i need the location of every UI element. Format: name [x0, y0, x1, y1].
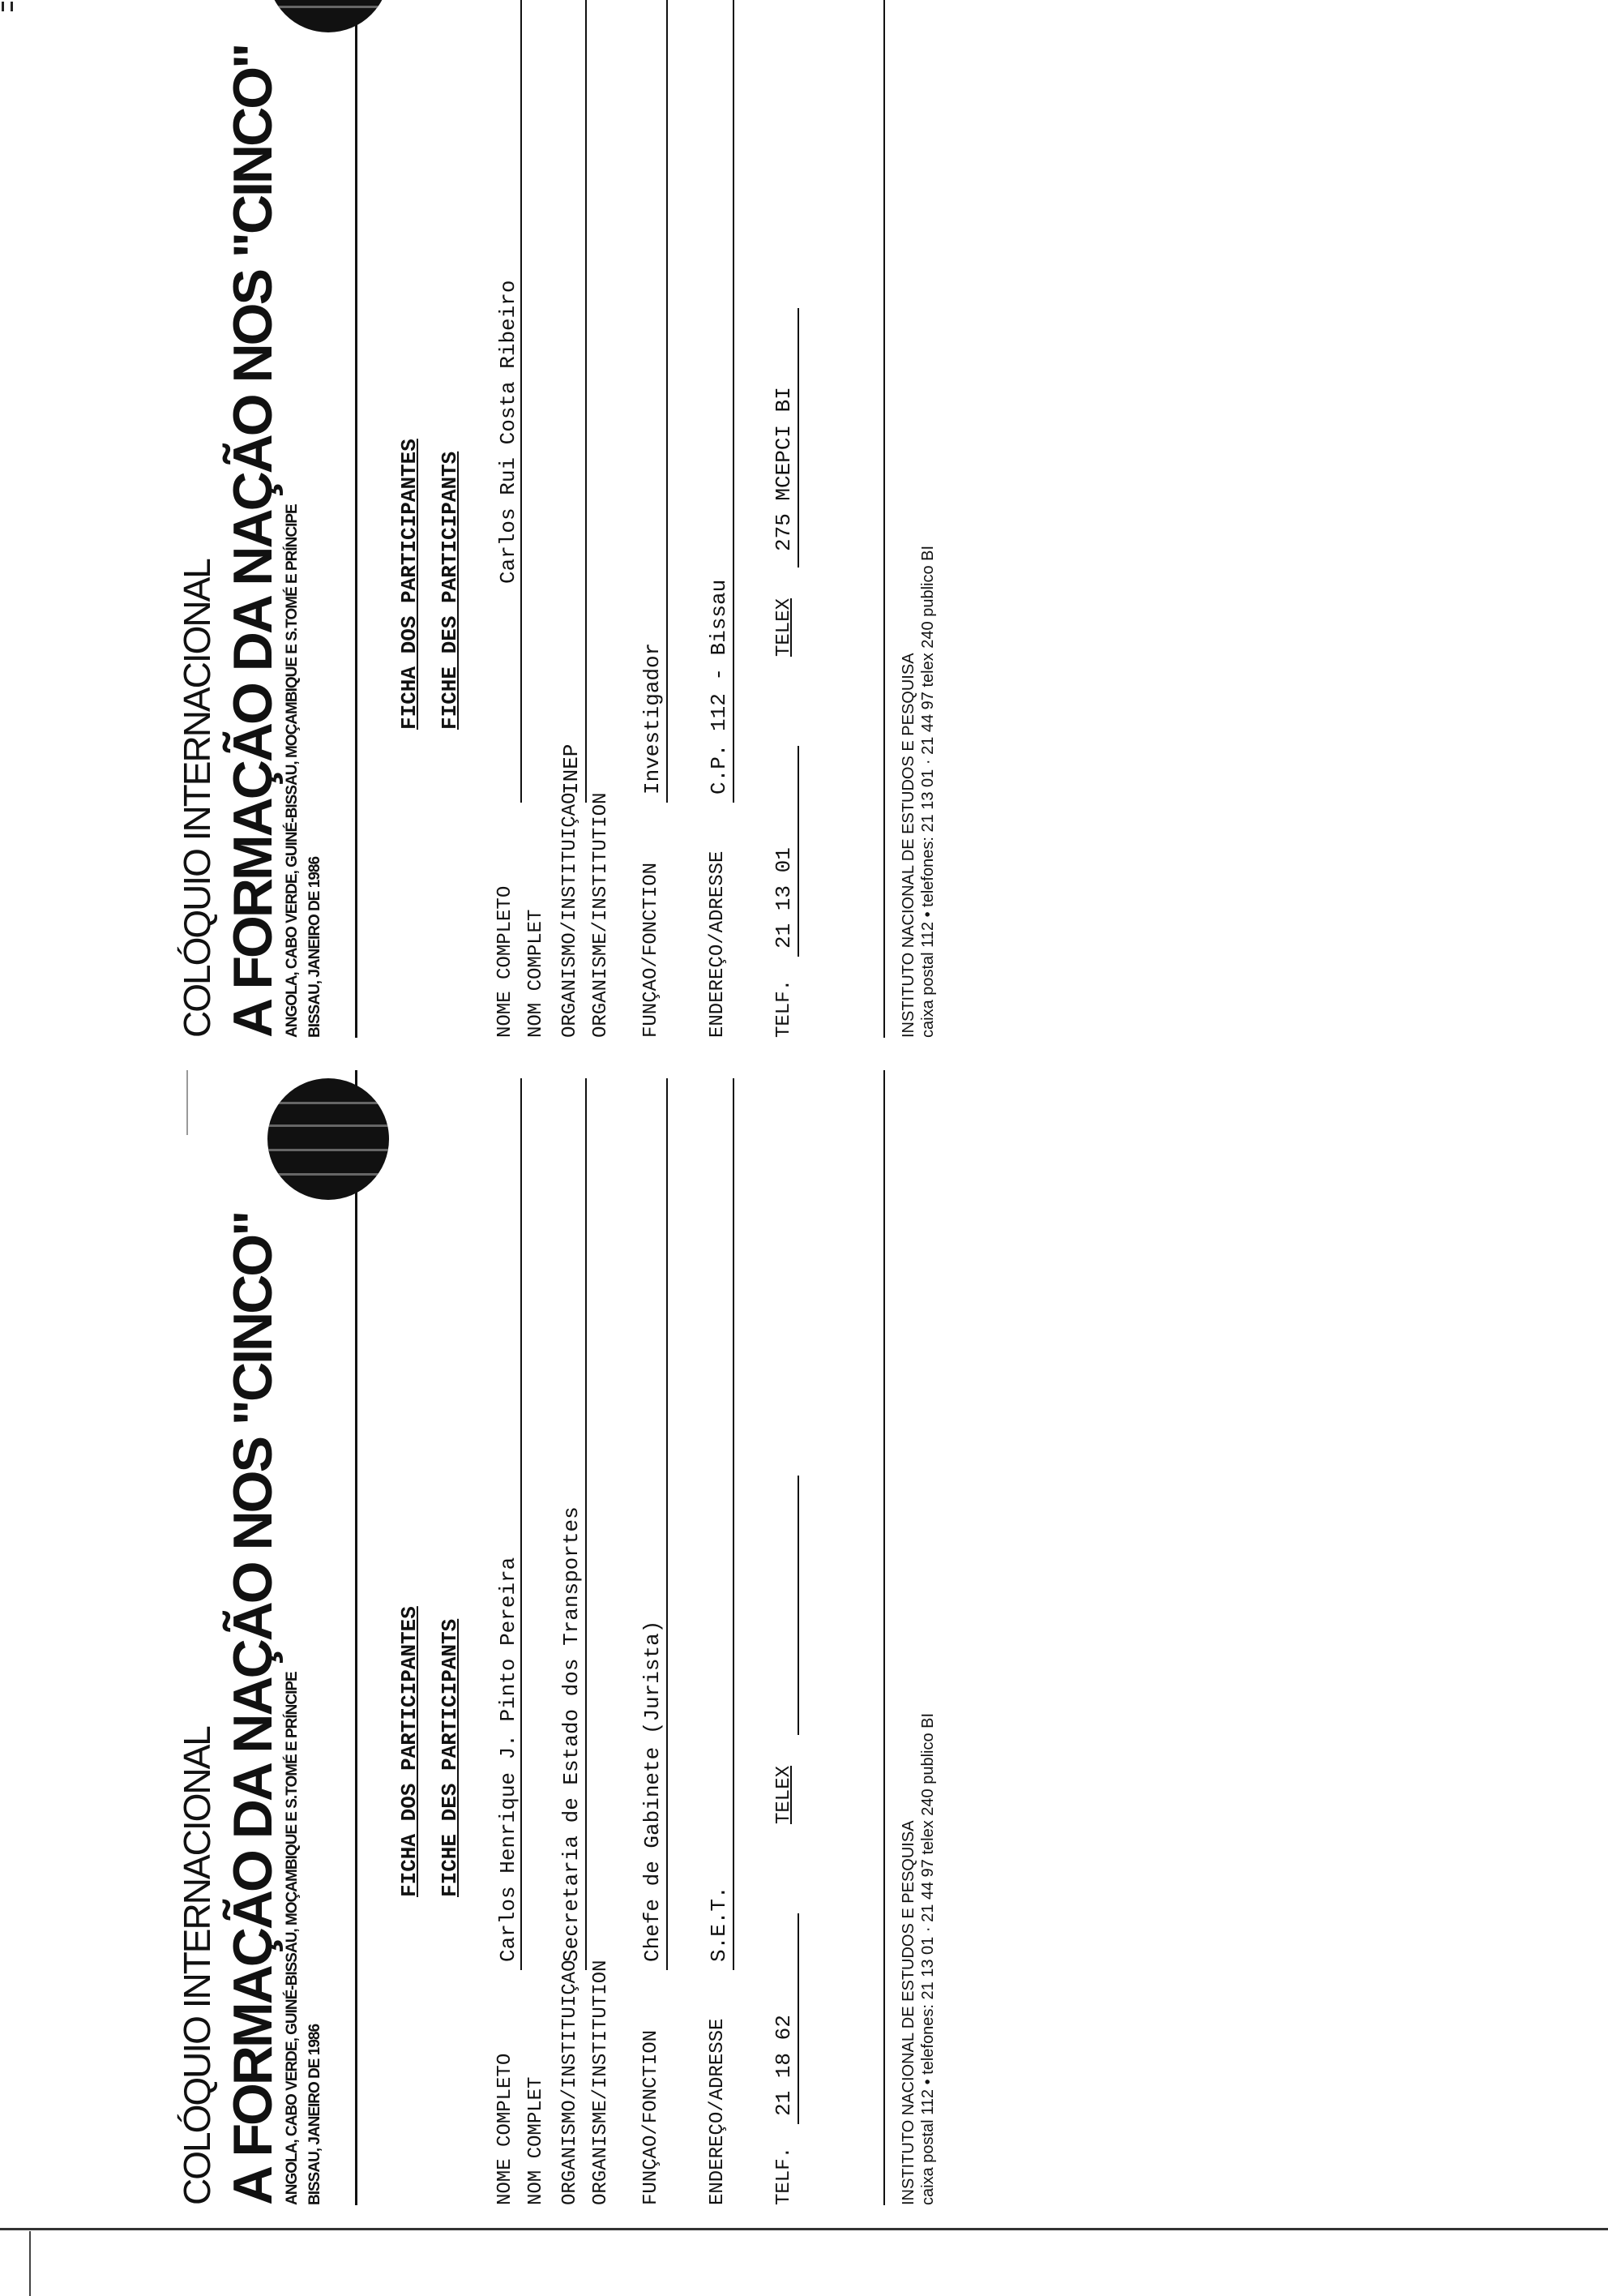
label-telf: TELF. — [773, 979, 795, 1038]
footer-contacts: caixa postal 112 • telefones: 21 13 01 · 21 44 97 telex 240 publico BI — [919, 1712, 937, 2205]
value-telf: 21 18 62 — [772, 2015, 796, 2116]
label-organismo: ORGANISMO/INSTITUIÇAO — [559, 1960, 581, 2205]
rule-organismo — [585, 0, 587, 803]
value-telf: 21 13 01 — [772, 847, 796, 949]
rule-telex — [798, 308, 799, 568]
footer-contacts: caixa postal 112 • telefones: 21 13 01 · 21 44 97 telex 240 publico BI — [919, 545, 937, 1038]
heading-ficha: FICHA DOS PARTICIPANTES — [397, 439, 421, 730]
logo-rule — [355, 1070, 357, 2205]
label-organisme: ORGANISME/INSTITUTION — [590, 792, 612, 1038]
event-title: A FORMAÇÃO DA NAÇÃO NOS "CINCO" — [222, 45, 284, 1038]
event-date: BISSAU, JANEIRO DE 1986 — [306, 2024, 323, 2205]
heading-ficha: FICHA DOS PARTICIPANTES — [397, 1606, 421, 1897]
label-funcao: FUNÇAO/FONCTION — [640, 2029, 662, 2205]
globe-logo-icon — [267, 0, 389, 32]
heading-fiche: FICHE DES PARTICIPANTS — [438, 451, 462, 730]
countries-subtitle: ANGOLA, CABO VERDE, GUINÉ-BISSAU, MOÇAMBIQUE E S.TOMÉ E PRÍNCIPE — [284, 1672, 301, 2205]
rule-endereco — [733, 0, 734, 803]
label-telex: TELEX — [773, 598, 795, 657]
label-telex: TELEX — [773, 1765, 795, 1824]
heading-fiche: FICHE DES PARTICIPANTS — [438, 1618, 462, 1897]
label-nome-completo: NOME COMPLETO — [494, 2053, 516, 2205]
label-nom-complet: NOM COMPLET — [525, 2076, 547, 2205]
label-nome-completo: NOME COMPLETO — [494, 885, 516, 1038]
globe-logo-icon — [267, 1078, 389, 1200]
label-organismo: ORGANISMO/INSTITUIÇAO — [559, 792, 581, 1038]
footer-institute: INSTITUTO NACIONAL DE ESTUDOS E PESQUISA — [900, 653, 917, 1038]
rule-telf — [798, 746, 799, 957]
participant-form-1 — [154, 1070, 964, 2205]
value-endereco: S.E.T. — [707, 1886, 731, 1962]
label-telf: TELF. — [773, 2146, 795, 2205]
footer-institute: INSTITUTO NACIONAL DE ESTUDOS E PESQUISA — [900, 1820, 917, 2205]
value-funcao: Chefe de Gabinete (Jurista) — [640, 1620, 665, 1962]
scan-edge-left — [29, 2231, 31, 2296]
scan-mark — [2, 2, 13, 11]
event-date: BISSAU, JANEIRO DE 1986 — [306, 856, 323, 1038]
rule-funcao — [666, 0, 668, 803]
logo-rule — [355, 0, 357, 1038]
value-telex: 275 MCEPCI BI — [772, 387, 796, 551]
rule-telex — [798, 1476, 799, 1735]
value-endereco: C.P. 112 - Bissau — [707, 579, 731, 795]
coloquio-title: COLÓQUIO INTERNACIONAL — [176, 1727, 218, 2205]
rule-funcao — [666, 1078, 668, 1970]
rule-telf — [798, 1913, 799, 2124]
value-nome: Carlos Rui Costa Ribeiro — [496, 280, 520, 584]
participant-form-2 — [154, 0, 964, 1038]
value-funcao: Investigador — [640, 642, 665, 795]
rule-organismo — [585, 1078, 587, 1970]
logo-stub — [186, 1070, 188, 1135]
value-organismo: Secretaria de Estado dos Transportes — [559, 1506, 584, 1962]
footer-rule — [883, 0, 885, 1038]
scan-edge — [0, 2228, 1608, 2230]
label-nom-complet: NOM COMPLET — [525, 909, 547, 1038]
label-endereco: ENDEREÇO/ADRESSE — [707, 850, 729, 1038]
countries-subtitle: ANGOLA, CABO VERDE, GUINÉ-BISSAU, MOÇAMBIQUE E S.TOMÉ E PRÍNCIPE — [284, 504, 301, 1038]
event-title: A FORMAÇÃO DA NAÇÃO NOS "CINCO" — [222, 1212, 284, 2205]
value-organismo: INEP — [559, 743, 584, 795]
rule-nome — [520, 0, 522, 803]
value-nome: Carlos Henrique J. Pinto Pereira — [496, 1557, 520, 1962]
coloquio-title: COLÓQUIO INTERNACIONAL — [176, 559, 218, 1038]
rule-nome — [520, 1078, 522, 1970]
footer-rule — [883, 1070, 885, 2205]
label-funcao: FUNÇAO/FONCTION — [640, 862, 662, 1038]
rule-endereco — [733, 1078, 734, 1970]
label-organisme: ORGANISME/INSTITUTION — [590, 1960, 612, 2205]
label-endereco: ENDEREÇO/ADRESSE — [707, 2018, 729, 2205]
